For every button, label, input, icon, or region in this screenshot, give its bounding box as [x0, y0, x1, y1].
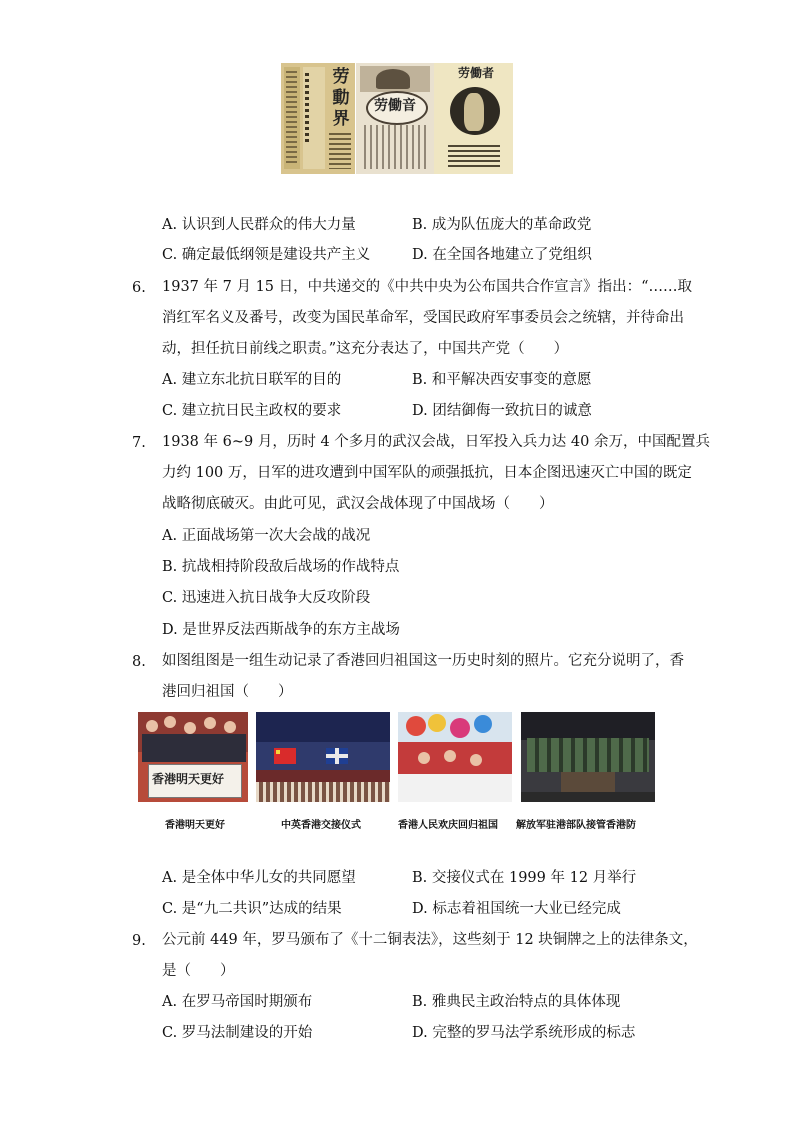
q6-option-c[interactable]: C. 建立抗日民主政权的要求 — [162, 403, 342, 419]
newspaper-laodongzhe-image — [434, 63, 513, 174]
q8-option-b[interactable]: B. 交接仪式在 1999 年 12 月举行 — [412, 870, 637, 886]
q6-option-d[interactable]: D. 团结御侮一致抗日的诚意 — [412, 403, 592, 419]
q6-option-b[interactable]: B. 和平解决西安事变的意愿 — [412, 372, 592, 388]
newspaper-title-3: 劳働者 — [457, 66, 494, 80]
hk-photo-1 — [138, 712, 248, 802]
q6-stem-line-3: 动，担任抗日前线之职责。”这充分表达了，中国共产党（ ） — [162, 341, 569, 357]
newspaper-laodongyin-image — [356, 63, 434, 174]
q7-option-a[interactable]: A. 正面战场第一次大会战的战况 — [162, 528, 371, 544]
q9-option-d[interactable]: D. 完整的罗马法学系统形成的标志 — [412, 1025, 636, 1041]
newspaper-laodongjie-image — [281, 63, 355, 174]
q9-option-b[interactable]: B. 雅典民主政治特点的具体体现 — [412, 994, 621, 1010]
hk-photo-2 — [256, 712, 390, 802]
q6-number: 6. — [132, 280, 146, 296]
q5-option-c[interactable]: C. 确定最低纲领是建设共产主义 — [162, 247, 371, 263]
hk-caption-1: 香港明天更好 — [165, 820, 225, 831]
hk-banner-text: 香港明天更好 — [152, 772, 225, 786]
newspaper-title-2: 劳働音 — [374, 98, 416, 114]
q7-option-d[interactable]: D. 是世界反法西斯战争的东方主战场 — [162, 622, 400, 638]
newspaper-title-1: 劳動界 — [332, 67, 350, 129]
q8-option-d[interactable]: D. 标志着祖国统一大业已经完成 — [412, 901, 621, 917]
hk-caption-4: 解放军驻港部队接管香港防 — [516, 820, 636, 831]
q6-stem-line-1: 1937 年 7 月 15 日，中共递交的《中共中央为公布国共合作宣言》指出：“……取 — [162, 279, 693, 295]
q7-stem-line-3: 战略彻底破灭。由此可见，武汉会战体现了中国战场（ ） — [162, 496, 554, 512]
q7-number: 7. — [132, 435, 146, 451]
q9-number: 9. — [132, 933, 146, 949]
q6-stem-line-2: 消红军名义及番号，改变为国民革命军，受国民政府军事委员会之统辖，并待命出 — [162, 310, 684, 326]
q6-option-a[interactable]: A. 建立东北抗日联军的目的 — [162, 372, 342, 388]
q7-option-b[interactable]: B. 抗战相持阶段敌后战场的作战特点 — [162, 559, 400, 575]
q8-stem-line-2: 港回归祖国（ ） — [162, 684, 293, 700]
hk-photo-4 — [521, 712, 655, 802]
hk-caption-2: 中英香港交接仪式 — [281, 820, 361, 831]
q5-option-a[interactable]: A. 认识到人民群众的伟大力量 — [162, 217, 356, 233]
q9-stem-line-2: 是（ ） — [162, 963, 235, 979]
q8-stem-line-1: 如图组图是一组生动记录了香港回归祖国这一历史时刻的照片。它充分说明了，香 — [162, 653, 684, 669]
q5-option-d[interactable]: D. 在全国各地建立了党组织 — [412, 247, 592, 263]
q9-option-c[interactable]: C. 罗马法制建设的开始 — [162, 1025, 313, 1041]
q9-option-a[interactable]: A. 在罗马帝国时期颁布 — [162, 994, 313, 1010]
hk-photo-3 — [398, 712, 512, 802]
q8-number: 8. — [132, 654, 146, 670]
q8-option-c[interactable]: C. 是“九二共识”达成的结果 — [162, 901, 342, 917]
q7-stem-line-1: 1938 年 6~9 月，历时 4 个多月的武汉会战，日军投入兵力达 40 余万，中国配置兵 — [162, 434, 710, 450]
q7-stem-line-2: 力约 100 万，日军的进攻遭到中国军队的顽强抵抗，日本企图迅速灭亡中国的既定 — [162, 465, 692, 481]
q7-option-c[interactable]: C. 迅速进入抗日战争大反攻阶段 — [162, 590, 371, 606]
q9-stem-line-1: 公元前 449 年，罗马颁布了《十二铜表法》，这些刻于 12 块铜牌之上的法律条文， — [162, 932, 698, 948]
hk-caption-3: 香港人民欢庆回归祖国 — [398, 820, 498, 831]
q8-option-a[interactable]: A. 是全体中华儿女的共同愿望 — [162, 870, 356, 886]
q5-option-b[interactable]: B. 成为队伍庞大的革命政党 — [412, 217, 592, 233]
